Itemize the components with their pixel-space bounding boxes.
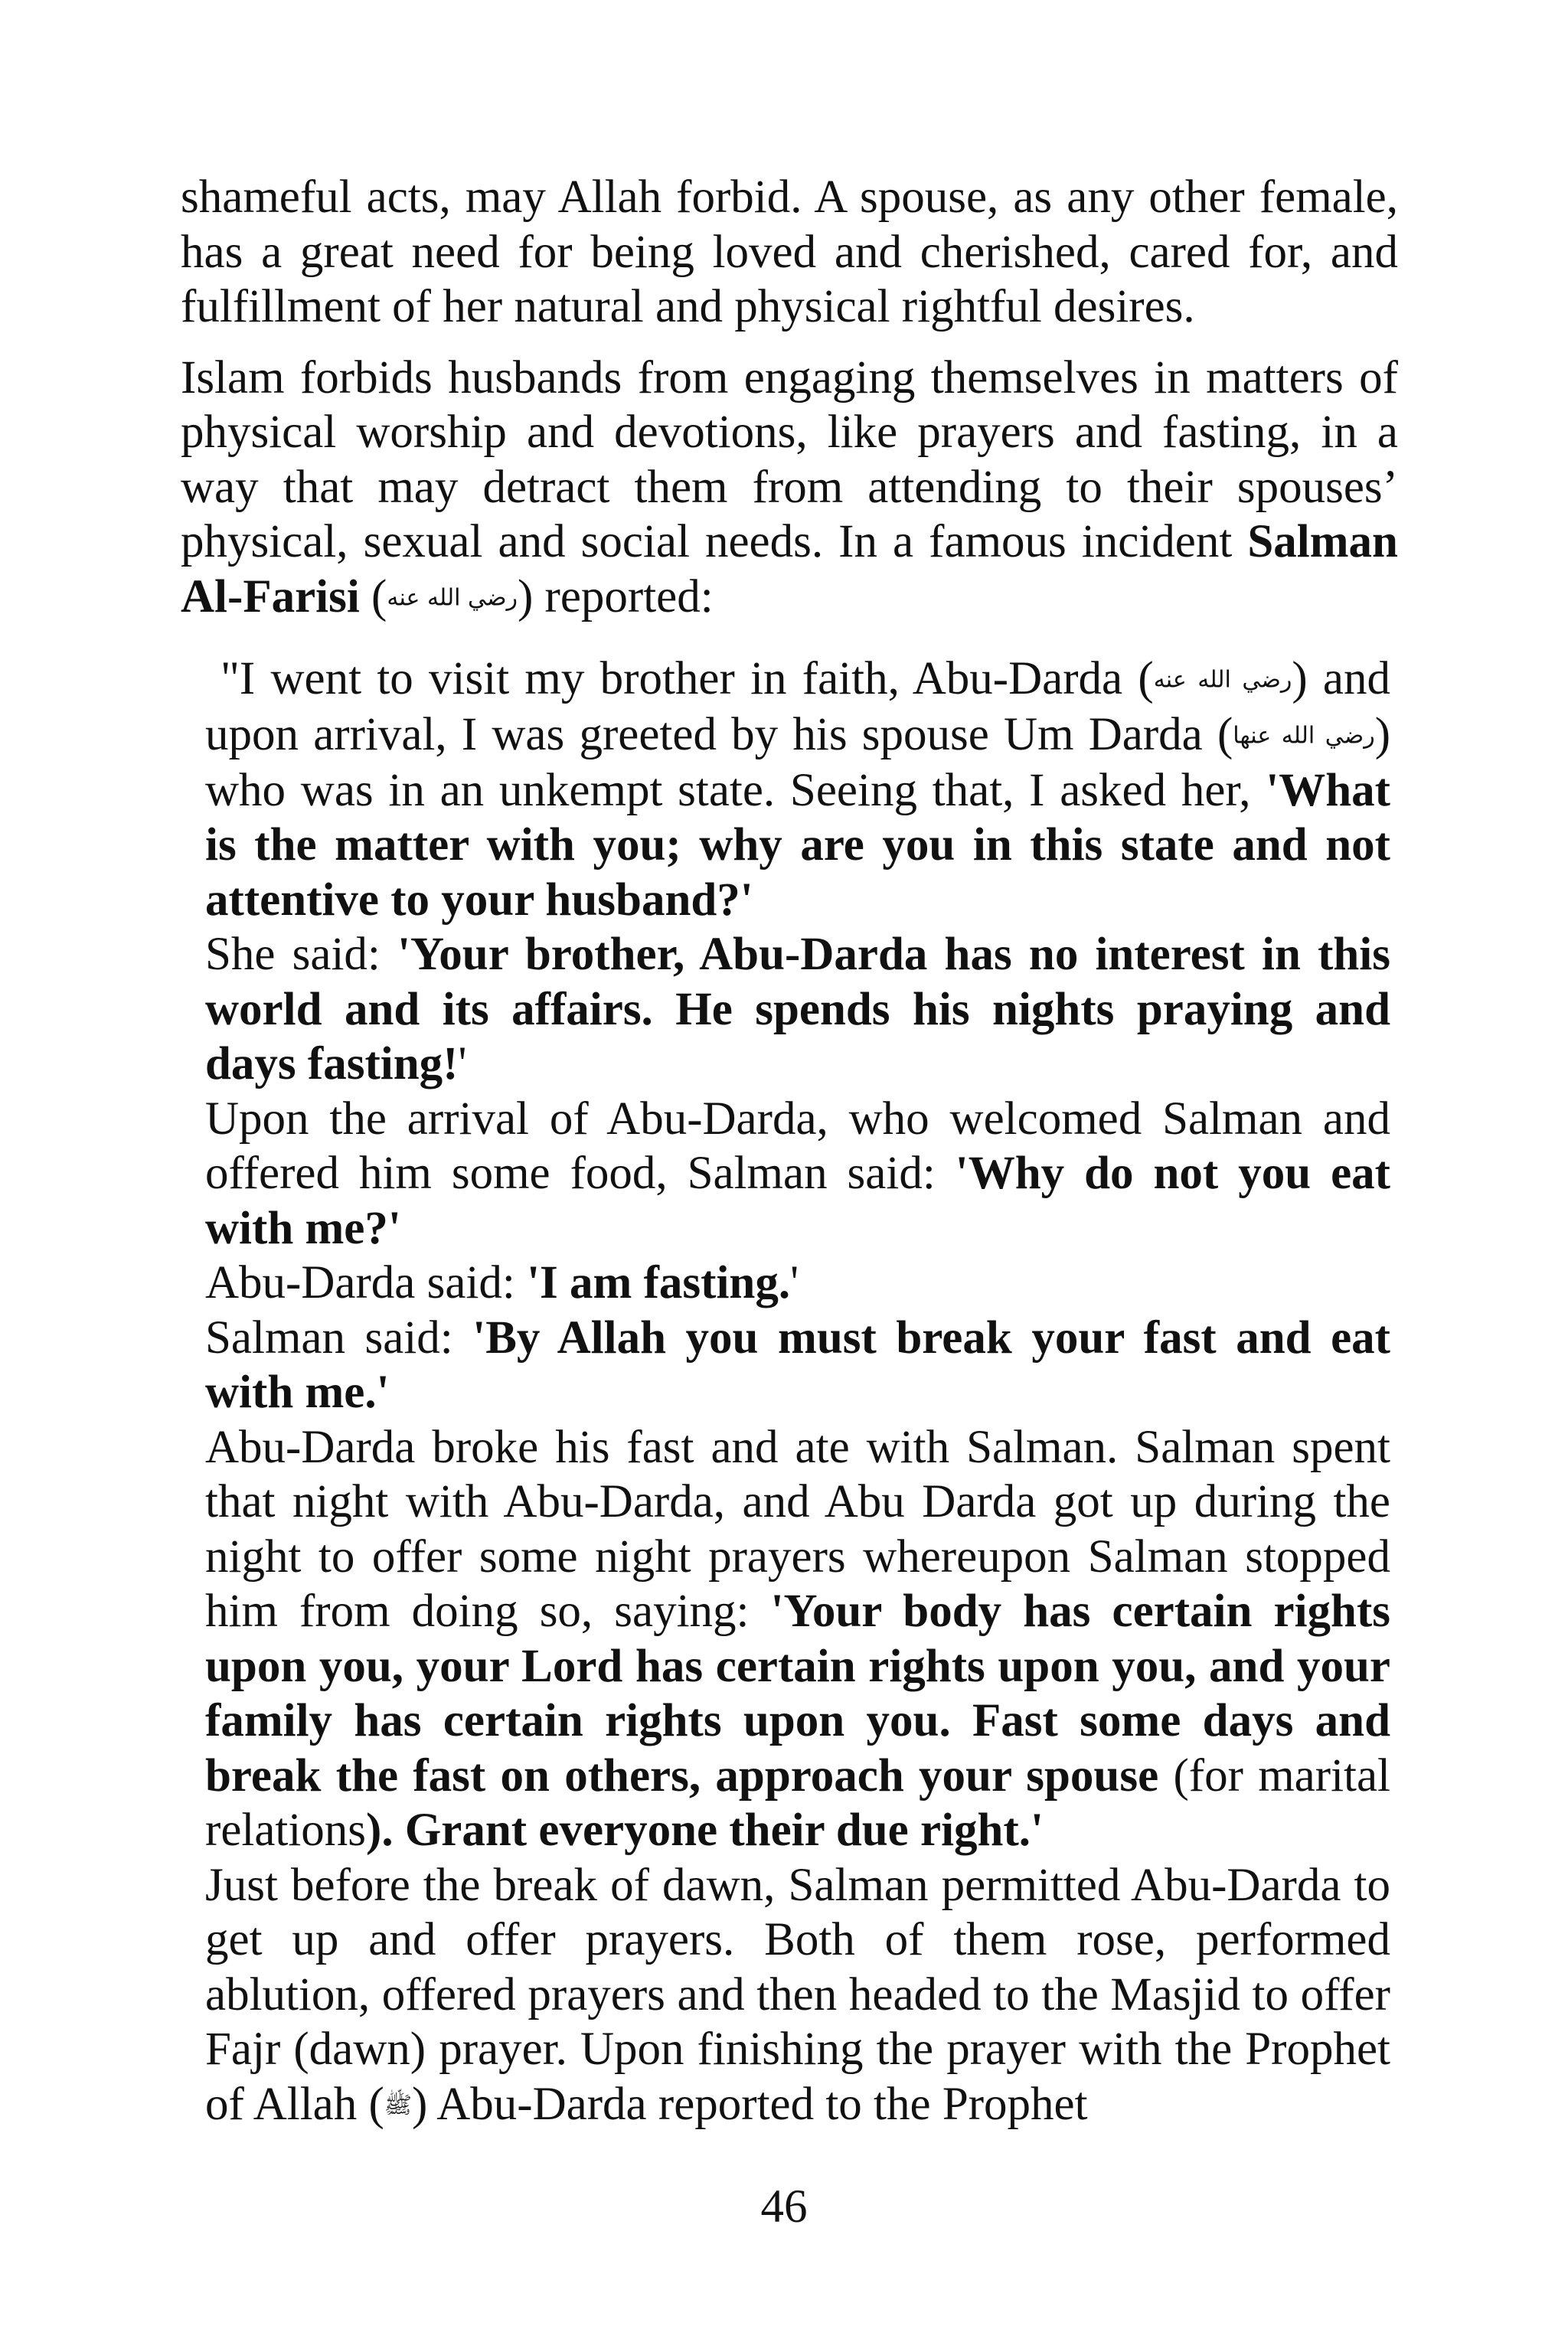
quote-text: "I went to visit my brother in faith, Abu-Darda ( (220, 653, 1154, 704)
paragraph-spouse-needs (181, 170, 1398, 335)
quote-bold-text: 'By Allah you must break your fast and eat with me.' (205, 1312, 1390, 1419)
quote-paragraph (205, 1858, 1390, 2133)
quote-bold-text: 'I am fasting. (527, 1257, 791, 1309)
name-salman-al-farisi: Salman Al-Farisi (181, 516, 1398, 622)
paragraph-islam-forbids (181, 351, 1398, 626)
quote-paragraph (205, 652, 1390, 927)
paren-close: ) reported: (517, 570, 714, 622)
quote-bold-text: 'What is the matter with you; why are you in this state and not attentive to your husband?' (205, 764, 1390, 926)
quote-paragraph (205, 927, 1390, 1092)
quote-bold-text: 'Your brother, Abu-Darda has no interest in this world and its affairs. He spends his nights praying and days fasting! (205, 929, 1390, 1090)
paren-open: ( (359, 570, 387, 622)
hadith-quote (205, 652, 1390, 2133)
page-number: 46 (760, 2181, 808, 2233)
quote-text: Just before the break of dawn, Salman permitted Abu-Darda to get up and offer prayers. Both of them rose, performed ablution, offered prayers and then headed to the Masjid to offer Fajr (dawn) prayer. Upon finishing the prayer with the Prophet of Allah ( (205, 1859, 1390, 2130)
quote-paragraph (205, 1420, 1390, 1858)
quote-paragraph (205, 1311, 1390, 1420)
quote-paragraph (205, 1092, 1390, 1256)
quote-text: Abu-Darda said: (205, 1257, 528, 1309)
paragraph-text: shameful acts, may Allah forbid. A spouse, as any other female, has a great need for being loved and cherished, cared for, and fulfillment of her natural and physical rightful desires. (181, 172, 1398, 332)
honorific-male-icon: رضي الله عنه (387, 583, 518, 611)
quote-bold-text: 'Your body has certain rights upon you, your Lord has certain rights upon you, and your family has certain rights upon you. Fast some days and break the fast on others, approach your spouse (205, 1586, 1391, 1802)
paragraph-text: Islam forbids husbands from engaging themselves in matters of physical worship and devotions, like prayers and fasting, in a way that may detract them from attending to their spouses’ physical, sexual and social needs. In a famous incident (181, 351, 1398, 567)
quote-text: ) who was in an unkempt state. Seeing that, I asked her, (205, 708, 1391, 816)
honorific-female-icon: رضي الله عنها (1233, 722, 1375, 750)
quote-text: ' (458, 1038, 467, 1090)
honorific-prophet-icon: ﷺ (384, 2092, 413, 2119)
honorific-male-icon: رضي الله عنه (1153, 666, 1292, 694)
quote-text: Upon the arrival of Abu-Darda, who welcomed Salman and offered him some food, Salman said: (205, 1093, 1390, 1200)
quote-text: She said: (205, 929, 398, 981)
quote-text: ) Abu-Darda reported to the Prophet (412, 2078, 1088, 2130)
quote-text: ' (790, 1257, 799, 1309)
quote-text: ) and upon arrival, I was greeted by his spouse Um Darda ( (205, 653, 1390, 760)
quote-paragraph (205, 1256, 1390, 1311)
quote-bold-text: ). Grant everyone their due right.' (366, 1805, 1044, 1857)
quote-bold-text: 'Why do not you eat with me?' (205, 1148, 1391, 1254)
quote-text: Abu-Darda broke his fast and ate with Salman. Salman spent that night with Abu-Darda, and Abu Darda got up during the night to offer some night prayers whereupon Salman stopped him from doing so, saying: (205, 1421, 1390, 1638)
quote-text: Salman said: (205, 1312, 473, 1364)
body-text (181, 170, 1398, 641)
quote-text: (for marital relations (205, 1749, 1390, 1857)
